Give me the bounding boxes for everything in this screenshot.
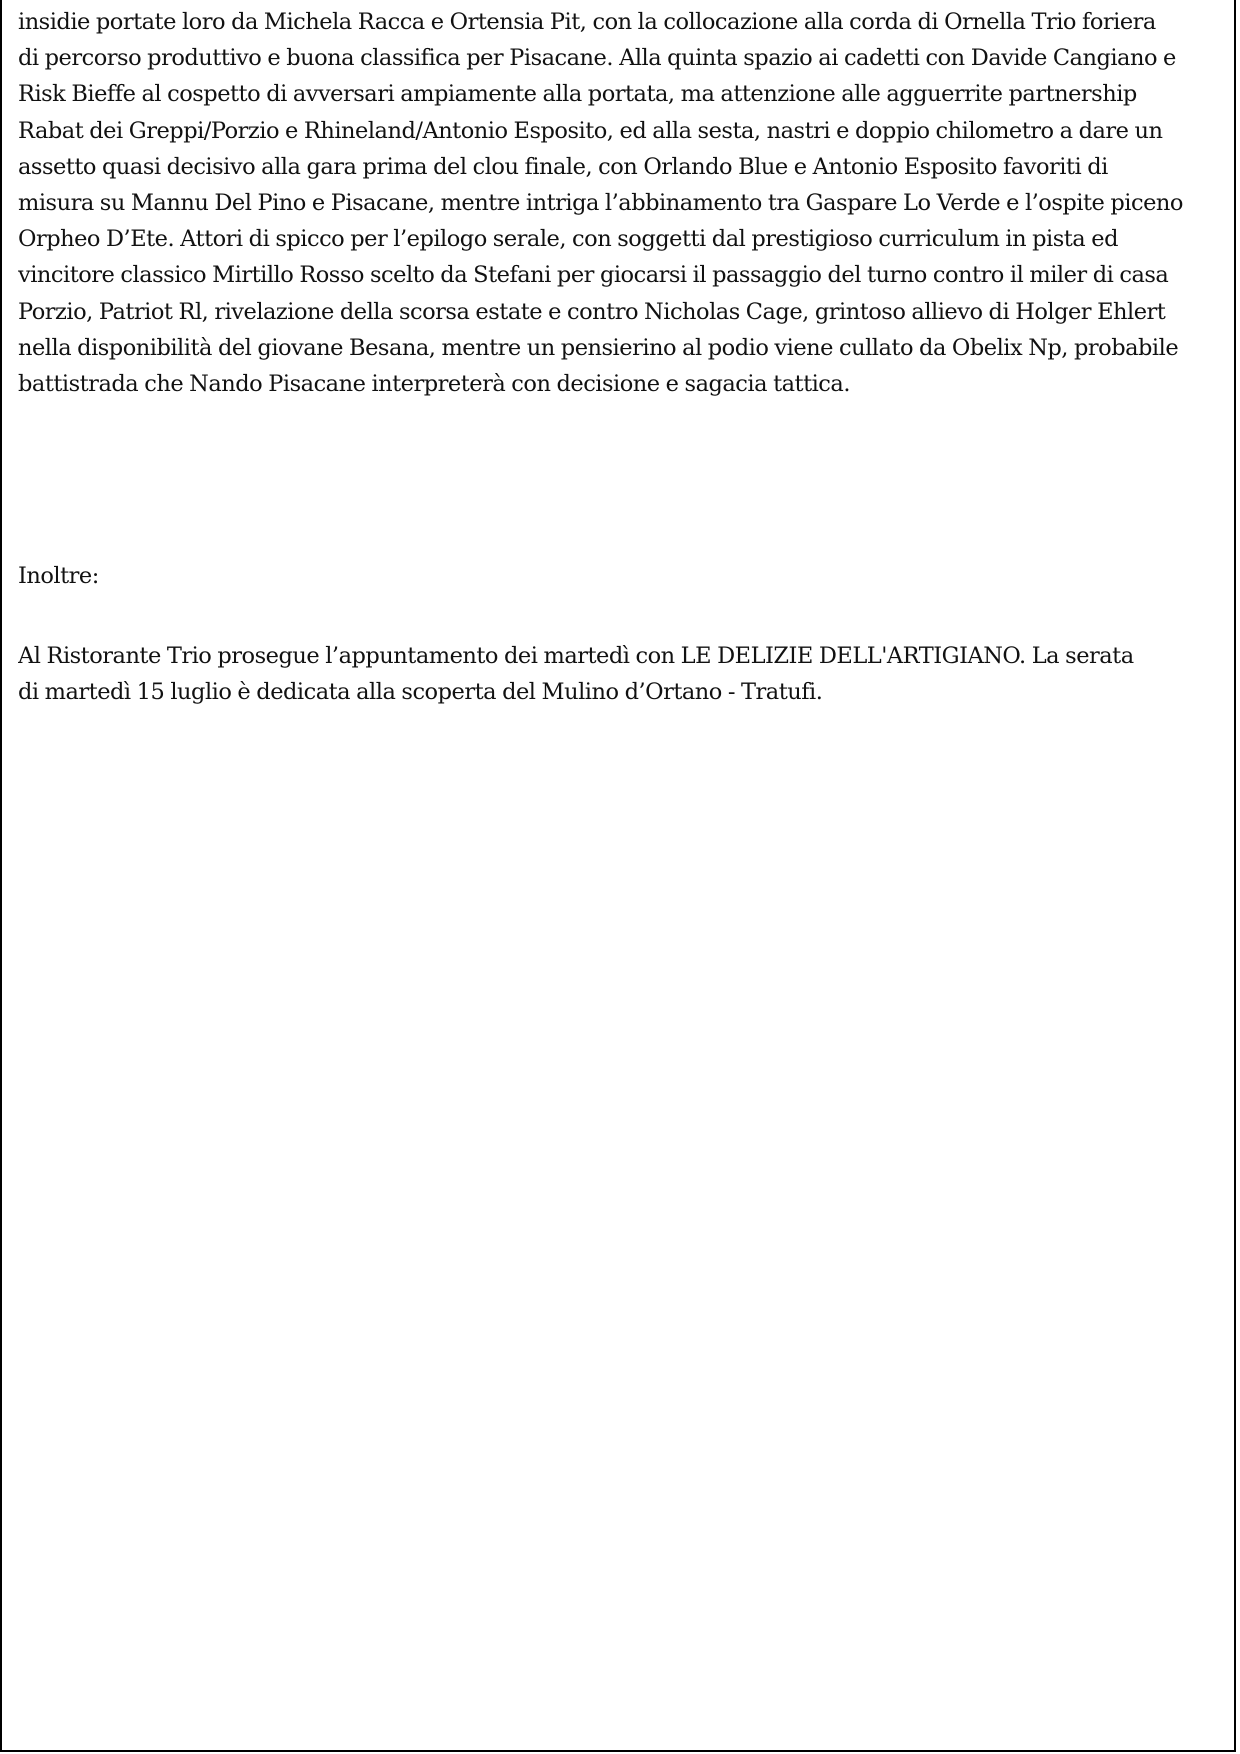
paragraph-inoltre [18,558,1228,594]
text-line: misura su Mannu Del Pino e Pisacane, mentre intriga l’abbinamento tra Gaspare Lo Verde e l’ospite piceno [18,190,1183,217]
text-line: Porzio, Patriot Rl, rivelazione della scorsa estate e contro Nicholas Cage, grintoso allievo di Holger Ehlert [18,298,1166,325]
paragraph-race-preview [18,4,1228,402]
text-line: vincitore classico Mirtillo Rosso scelto da Stefani per giocarsi il passaggio del turno contro il miler di casa [18,262,1169,289]
text-line: nella disponibilità del giovane Besana, mentre un pensierino al podio viene cullato da Obelix Np, probabile [18,334,1179,361]
text-line: di percorso produttivo e buona classifica per Pisacane. Alla quinta spazio ai cadetti con Davide Cangiano e [18,45,1176,72]
text-line: assetto quasi decisivo alla gara prima del clou finale, con Orlando Blue e Antonio Esposito favoriti di [18,153,1108,180]
paragraph-restaurant-event [18,638,1228,710]
text-line: di martedì 15 luglio è dedicata alla scoperta del Mulino d’Ortano - Tratufi. [18,679,823,706]
text-line: Inoltre: [18,563,99,589]
text-line: Orpheo D’Ete. Attori di spicco per l’epilogo serale, con soggetti dal prestigioso curriculum in pista ed [18,226,1118,253]
text-line: battistrada che Nando Pisacane interpreterà con decisione e sagacia tattica. [18,371,850,398]
text-line: Rabat dei Greppi/Porzio e Rhineland/Antonio Esposito, ed alla sesta, nastri e doppio chilometro a dare un [18,117,1163,144]
text-line: Risk Bieffe al cospetto di avversari ampiamente alla portata, ma attenzione alle agguerrite partnership [18,81,1137,108]
text-line: Al Ristorante Trio prosegue l’appuntamento dei martedì con LE DELIZIE DELL'ARTIGIANO. La serata [18,643,1134,669]
text-line: insidie portate loro da Michela Racca e Ortensia Pit, con la collocazione alla corda di Ornella Trio foriera [18,9,1156,35]
